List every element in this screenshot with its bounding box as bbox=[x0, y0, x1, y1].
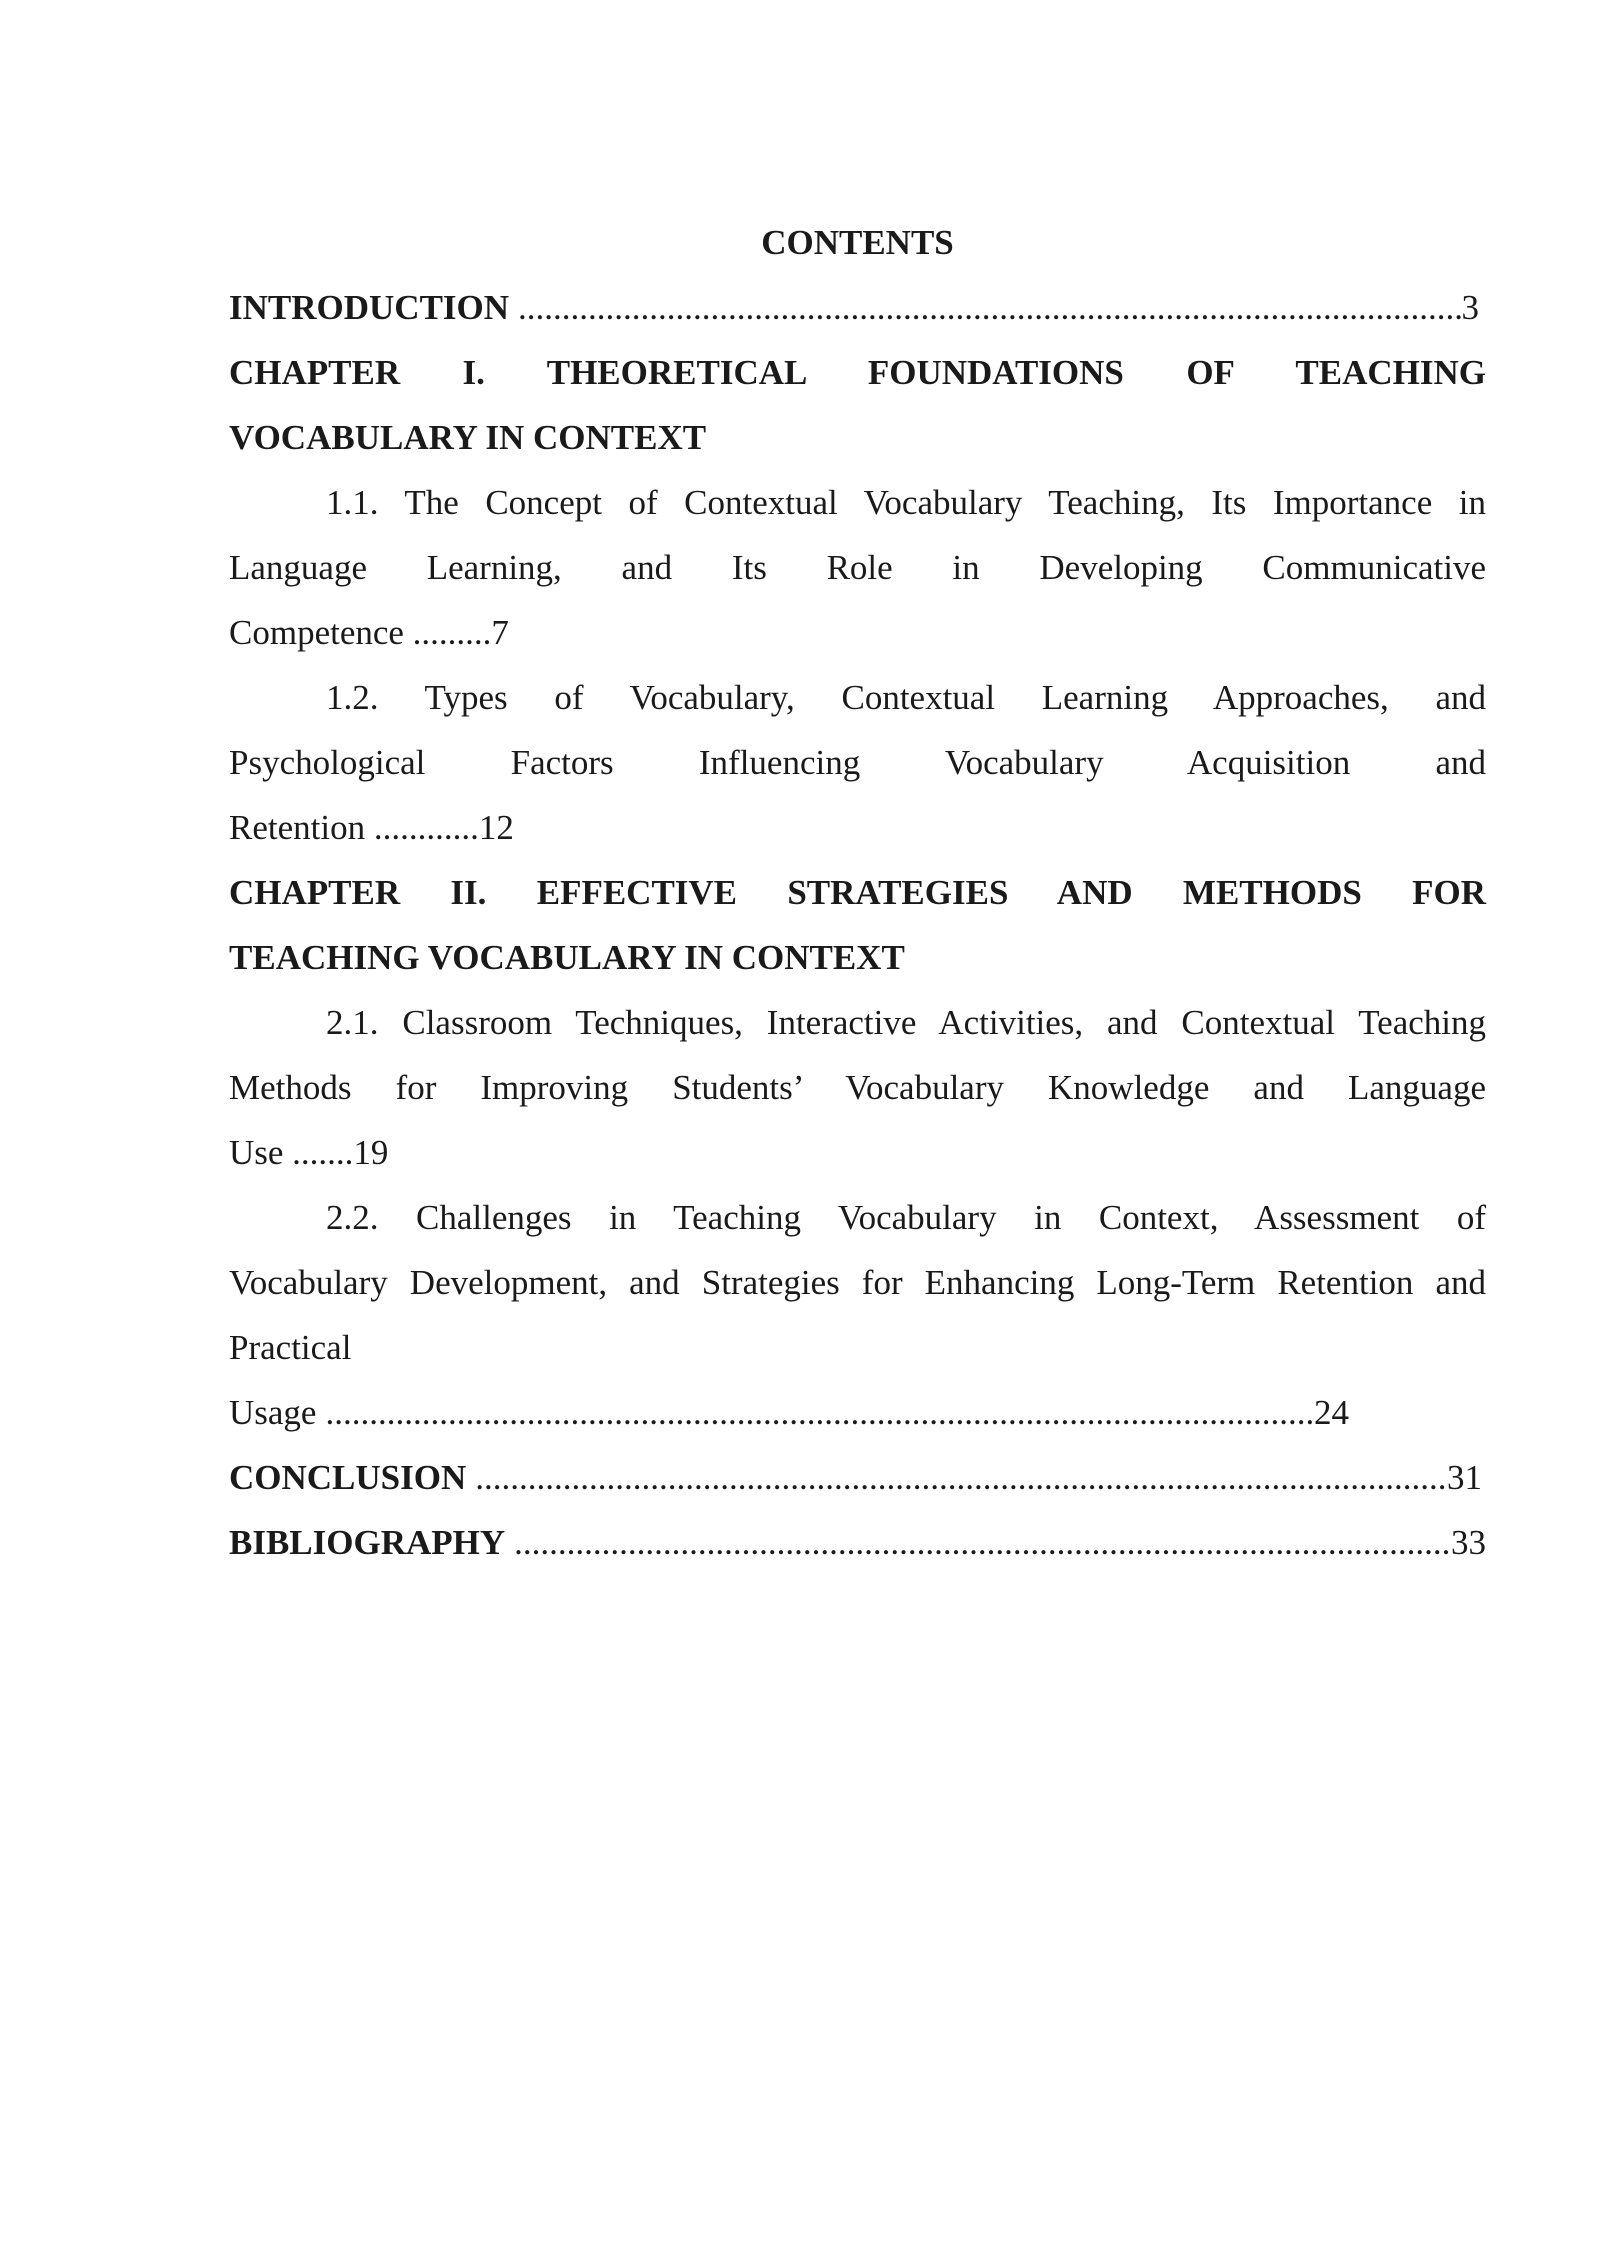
word: OF bbox=[1186, 353, 1234, 392]
word: STRATEGIES bbox=[787, 873, 1009, 912]
toc-entry-2-2-line-3[interactable]: Practical bbox=[229, 1328, 352, 1367]
toc-entry-1-1-line-2[interactable]: Language Learning, and Its Role in Developing Communicative bbox=[229, 548, 1486, 587]
toc-label: INTRODUCTION bbox=[229, 288, 510, 327]
word: EFFECTIVE bbox=[536, 873, 738, 912]
word: FOUNDATIONS bbox=[867, 353, 1124, 392]
word: TEACHING bbox=[1295, 353, 1487, 392]
dot-leader bbox=[514, 1510, 1451, 1575]
word: I. bbox=[462, 353, 485, 392]
toc-entry-chapter-1-line-2[interactable]: VOCABULARY IN CONTEXT bbox=[229, 418, 707, 457]
toc-entry-1-2-line-1[interactable]: 1.2. Types of Vocabulary, Contextual Learning Approaches, and bbox=[326, 678, 1486, 717]
toc-page-number: 3 bbox=[1461, 288, 1479, 327]
word: CHAPTER bbox=[229, 353, 401, 392]
toc-entry-conclusion[interactable] bbox=[229, 1445, 1482, 1510]
toc-entry-2-1-line-2[interactable]: Methods for Improving Students’ Vocabulary Knowledge and Language bbox=[229, 1068, 1486, 1107]
toc-entry-chapter-1-line-1[interactable] bbox=[229, 340, 1486, 405]
toc-entry-2-1-line-1[interactable]: 2.1. Classroom Techniques, Interactive Activities, and Contextual Teaching bbox=[326, 1003, 1486, 1042]
dot-leader bbox=[475, 1445, 1447, 1510]
toc-entry-bibliography[interactable] bbox=[229, 1510, 1486, 1575]
toc-label: CONCLUSION bbox=[229, 1458, 467, 1497]
word: AND bbox=[1056, 873, 1133, 912]
dot-leader bbox=[518, 275, 1461, 340]
toc-page-number: 31 bbox=[1447, 1458, 1482, 1497]
toc-entry-chapter-2-line-2[interactable]: TEACHING VOCABULARY IN CONTEXT bbox=[229, 938, 905, 977]
word: METHODS bbox=[1182, 873, 1362, 912]
toc-label: Usage bbox=[229, 1393, 317, 1432]
toc-entry-1-1-line-1[interactable]: 1.1. The Concept of Contextual Vocabulary Teaching, Its Importance in bbox=[326, 483, 1486, 522]
dot-leader bbox=[325, 1380, 1314, 1445]
toc-entry-1-2-line-2[interactable]: Psychological Factors Influencing Vocabulary Acquisition and bbox=[229, 743, 1486, 782]
toc-entry-chapter-2-line-1[interactable] bbox=[229, 860, 1486, 925]
toc-page-number: 24 bbox=[1314, 1393, 1349, 1432]
toc-entry-2-2-line-1[interactable]: 2.2. Challenges in Teaching Vocabulary in Context, Assessment of bbox=[326, 1198, 1486, 1237]
toc-entry-1-1-line-3[interactable]: Competence .........7 bbox=[229, 613, 509, 652]
contents-title: CONTENTS bbox=[761, 223, 954, 262]
toc-entry-2-1-line-3[interactable]: Use .......19 bbox=[229, 1133, 389, 1172]
toc-page-number: 33 bbox=[1451, 1523, 1486, 1562]
word: II. bbox=[450, 873, 487, 912]
toc-entry-2-2-line-4[interactable] bbox=[229, 1380, 1349, 1445]
word: FOR bbox=[1412, 873, 1487, 912]
toc-label: BIBLIOGRAPHY bbox=[229, 1523, 506, 1562]
toc-entry-1-2-line-3[interactable]: Retention ............12 bbox=[229, 808, 514, 847]
word: THEORETICAL bbox=[546, 353, 806, 392]
toc-entry-2-2-line-2[interactable]: Vocabulary Development, and Strategies for Enhancing Long-Term Retention and bbox=[229, 1263, 1486, 1302]
word: CHAPTER bbox=[229, 873, 401, 912]
contents-page bbox=[229, 210, 1486, 1575]
toc-entry-introduction[interactable] bbox=[229, 275, 1479, 340]
